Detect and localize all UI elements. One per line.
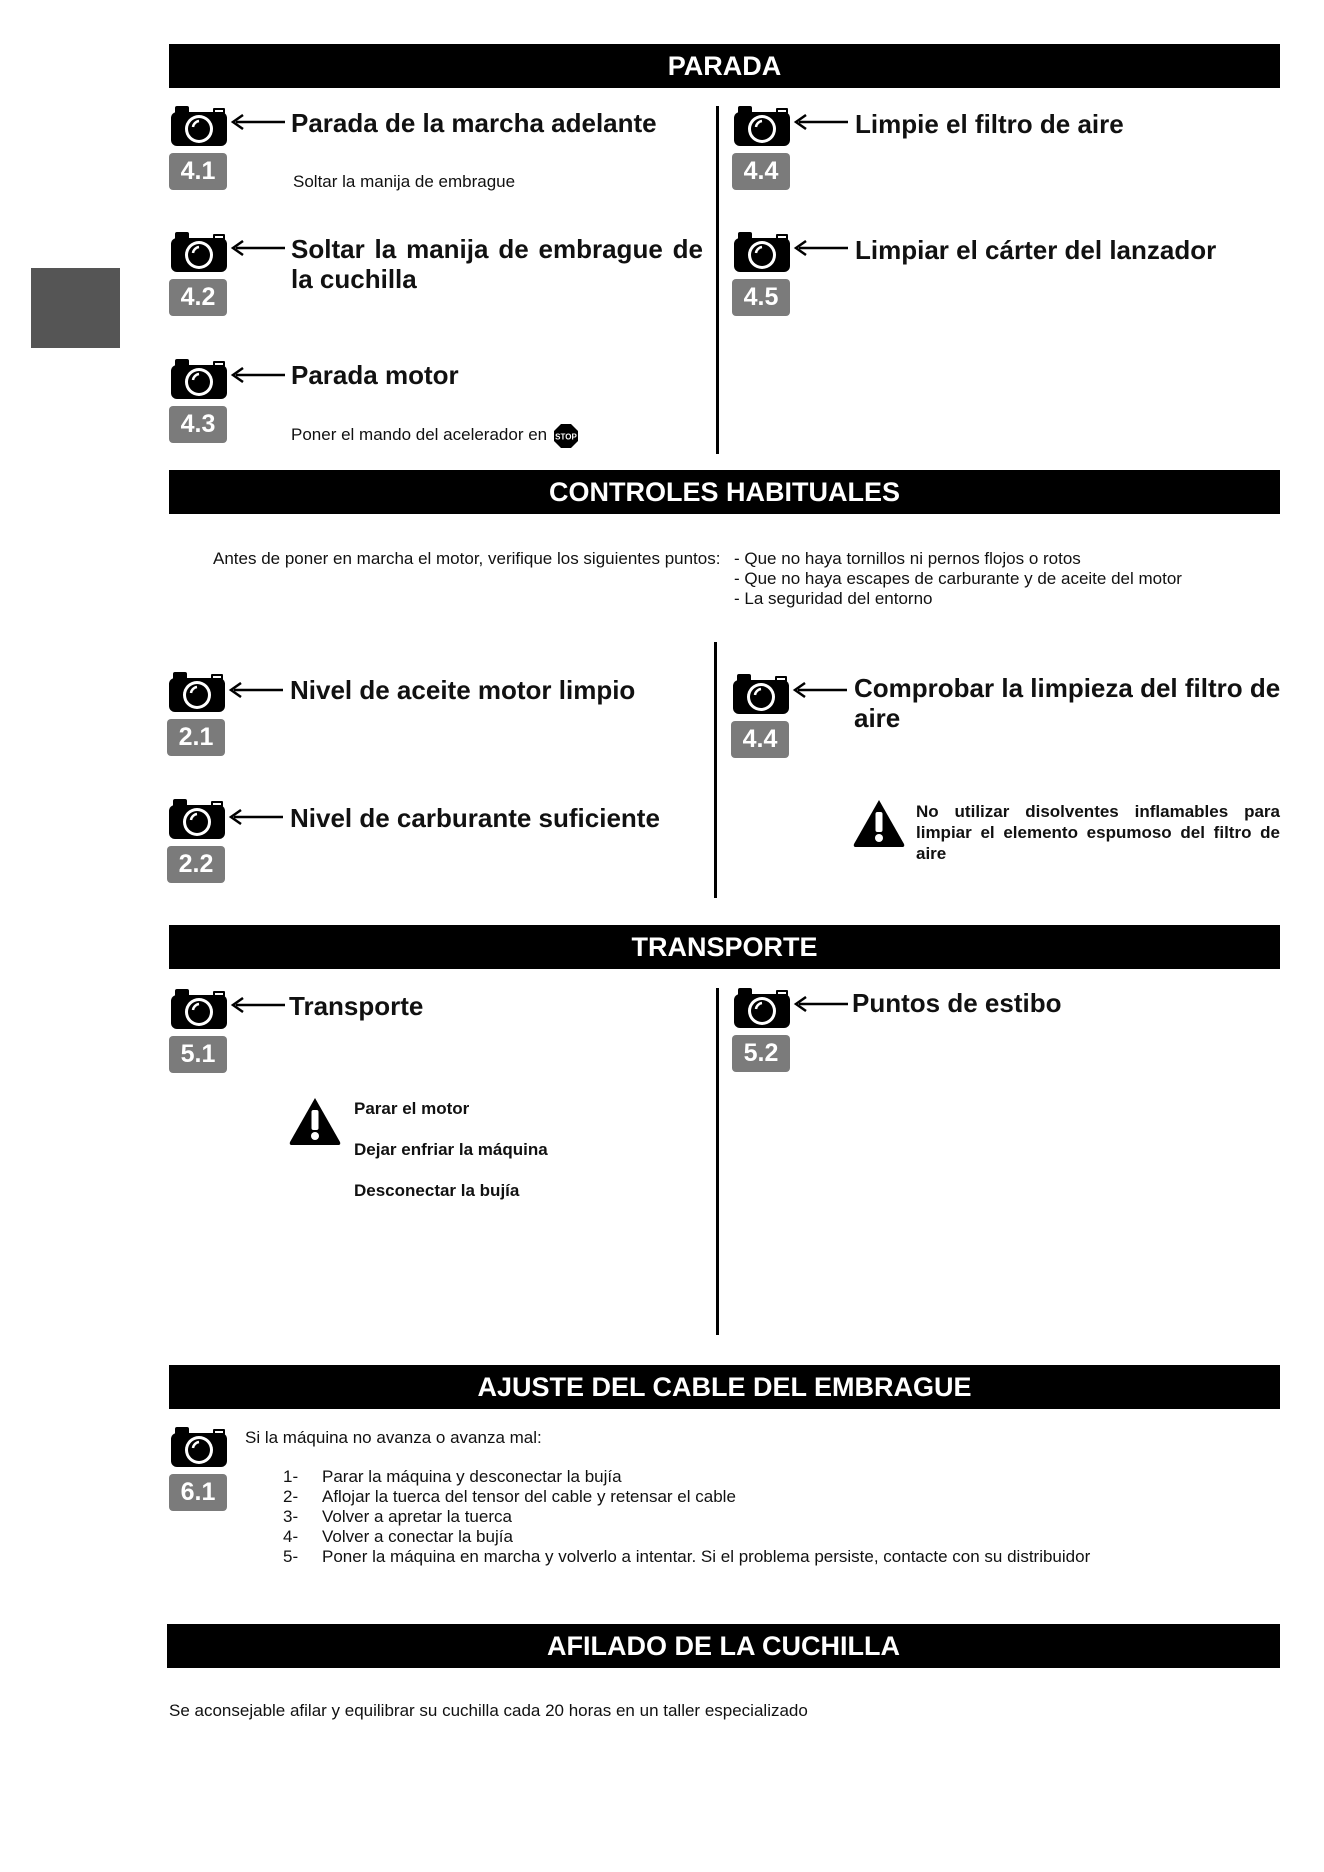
- photo-badge: 2.1: [167, 719, 225, 756]
- arrow-left-icon: [793, 240, 849, 256]
- arrow-left-icon: [792, 682, 848, 698]
- warning-text: Desconectar la bujía: [354, 1181, 520, 1200]
- camera-icon: [732, 986, 792, 1030]
- camera-icon: [167, 670, 227, 714]
- photo-badge: 4.4: [731, 721, 789, 758]
- warning-text: Dejar enfriar la máquina: [354, 1140, 548, 1159]
- photo-ref-2-2: [167, 797, 229, 885]
- photo-badge: 4.4: [732, 153, 790, 190]
- photo-badge: 6.1: [169, 1474, 227, 1511]
- step-title: Parada de la marcha adelante: [291, 108, 657, 138]
- photo-badge: 4.1: [169, 153, 227, 190]
- warning-icon: [288, 1096, 342, 1146]
- camera-icon: [167, 797, 227, 841]
- photo-badge: 4.3: [169, 406, 227, 443]
- step-text: Volver a conectar la bujía: [322, 1527, 513, 1546]
- list-item: [283, 1527, 1090, 1547]
- list-item: - La seguridad del entorno: [734, 589, 933, 608]
- banner-parada: PARADA: [169, 44, 1280, 88]
- column-divider: [716, 988, 719, 1335]
- banner-ajuste: AJUSTE DEL CABLE DEL EMBRAGUE: [169, 1365, 1280, 1409]
- photo-badge: 5.2: [732, 1035, 790, 1072]
- step-text-row: [291, 420, 579, 450]
- step-title: Comprobar la limpieza del filtro de aire: [854, 673, 1281, 733]
- camera-icon: [169, 357, 229, 401]
- stop-icon-label: STOP: [555, 432, 577, 442]
- photo-badge: 2.2: [167, 846, 225, 883]
- arrow-left-icon: [793, 114, 849, 130]
- step-text: Aflojar la tuerca del tensor del cable y retensar el cable: [322, 1487, 736, 1506]
- list-item: [283, 1467, 1090, 1487]
- arrow-left-icon: [230, 240, 286, 256]
- step-title: Transporte: [289, 991, 424, 1021]
- arrow-left-icon: [230, 367, 286, 383]
- arrow-left-icon: [228, 682, 284, 698]
- step-title: Parada motor: [291, 360, 459, 390]
- photo-ref-5-1: [169, 987, 231, 1075]
- list-item: [283, 1547, 1090, 1567]
- photo-ref-5-2: [732, 986, 794, 1074]
- step-title: Puntos de estibo: [852, 988, 1062, 1018]
- photo-ref-4-4: [732, 104, 794, 192]
- photo-ref-4-3: [169, 357, 231, 445]
- checks-intro: Antes de poner en marcha el motor, verifique los siguientes puntos:: [213, 549, 721, 568]
- photo-badge: 4.2: [169, 279, 227, 316]
- banner-afilado: AFILADO DE LA CUCHILLA: [167, 1624, 1280, 1668]
- step-text: Soltar la manija de embrague: [293, 172, 516, 191]
- step-title: Limpie el filtro de aire: [855, 109, 1124, 139]
- camera-icon: [169, 1425, 229, 1469]
- stop-icon: [553, 423, 579, 449]
- camera-icon: [732, 104, 792, 148]
- photo-badge: 4.5: [732, 279, 790, 316]
- side-tab-marker: [31, 268, 120, 348]
- step-text: Volver a apretar la tuerca: [322, 1507, 512, 1526]
- camera-icon: [169, 230, 229, 274]
- warning-icon: [852, 798, 906, 848]
- ajuste-intro: Si la máquina no avanza o avanza mal:: [245, 1428, 542, 1447]
- step-text: Poner la máquina en marcha y volverlo a intentar. Si el problema persiste, contacte con su distribuidor: [322, 1547, 1091, 1566]
- photo-ref-4-4b: [731, 672, 793, 760]
- camera-icon: [731, 672, 791, 716]
- warning-list: [354, 1098, 548, 1221]
- step-number: 3-: [283, 1507, 299, 1526]
- column-divider: [714, 642, 717, 898]
- photo-ref-4-1: [169, 104, 231, 192]
- photo-ref-6-1: [169, 1425, 231, 1513]
- list-item: - Que no haya escapes de carburante y de aceite del motor: [734, 569, 1182, 588]
- list-item: [283, 1507, 1090, 1527]
- arrow-left-icon: [230, 114, 286, 130]
- arrow-left-icon: [228, 809, 284, 825]
- checks-list: [734, 549, 1182, 609]
- photo-badge: 5.1: [169, 1036, 227, 1073]
- banner-transporte: TRANSPORTE: [169, 925, 1280, 969]
- step-text: Parar la máquina y desconectar la bujía: [322, 1467, 622, 1486]
- list-item: - Que no haya tornillos ni pernos flojos o rotos: [734, 549, 1081, 568]
- photo-ref-4-2: [169, 230, 231, 318]
- steps-list: [283, 1467, 1090, 1567]
- step-title: Limpiar el cárter del lanzador: [855, 235, 1217, 265]
- camera-icon: [169, 987, 229, 1031]
- step-title: Nivel de carburante suficiente: [290, 803, 660, 833]
- step-number: 5-: [283, 1547, 299, 1566]
- warning-text: No utilizar disolventes inflamables para limpiar el elemento espumoso del filtro de aire: [916, 802, 1280, 863]
- step-number: 1-: [283, 1467, 299, 1486]
- step-text: Poner el mando del acelerador en: [291, 425, 548, 444]
- warning-text: Parar el motor: [354, 1099, 470, 1118]
- step-title: Nivel de aceite motor limpio: [290, 675, 636, 705]
- afilado-text: Se aconsejable afilar y equilibrar su cuchilla cada 20 horas en un taller especializado: [169, 1701, 808, 1720]
- banner-controles: CONTROLES HABITUALES: [169, 470, 1280, 514]
- list-item: [283, 1487, 1090, 1507]
- step-title: Soltar la manija de embrague de la cuchilla: [291, 234, 703, 294]
- column-divider: [716, 106, 719, 454]
- camera-icon: [732, 230, 792, 274]
- photo-ref-4-5: [732, 230, 794, 318]
- step-number: 2-: [283, 1487, 299, 1506]
- arrow-left-icon: [793, 996, 849, 1012]
- arrow-left-icon: [230, 997, 286, 1013]
- camera-icon: [169, 104, 229, 148]
- step-number: 4-: [283, 1527, 299, 1546]
- photo-ref-2-1: [167, 670, 229, 758]
